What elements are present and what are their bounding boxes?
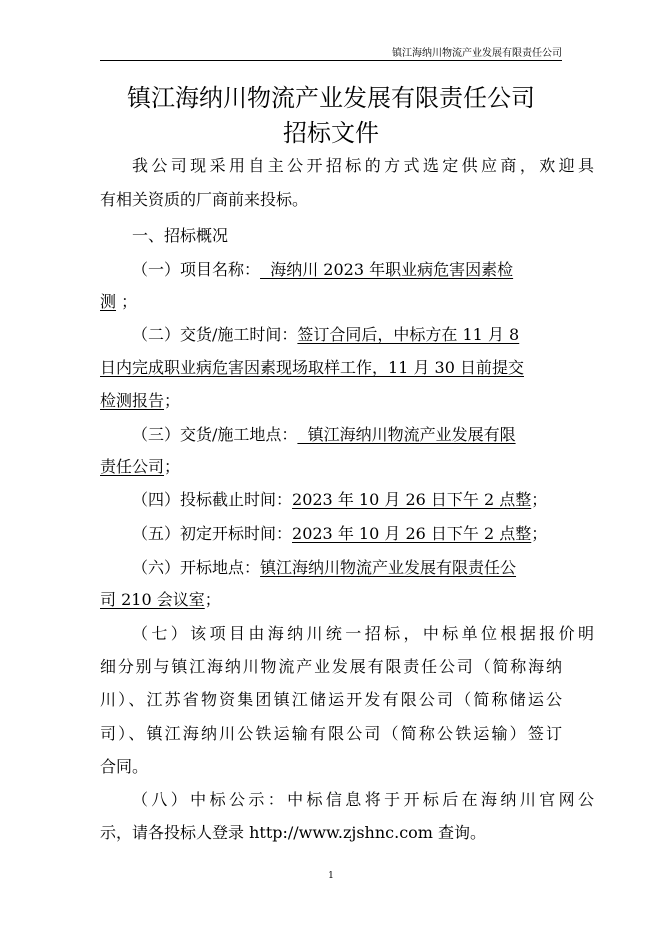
item-8-line-1: （八）中标公示：中标信息将于开标后在海纳川官网公 [132, 790, 594, 809]
delivery-place-value-cont: 责任公司 [100, 457, 165, 476]
item-label: （六）开标地点： [132, 558, 261, 577]
item-project-name-cont: 测 ； [100, 292, 138, 311]
item-7-line-4: 司）、镇江海纳川公铁运输有限公司（简称公铁运输）签订 [100, 724, 562, 743]
item-label: （五）初定开标时间： [132, 524, 293, 543]
item-project-name [100, 259, 594, 281]
project-name-value: 海纳川 2023 年职业病危害因素检 [260, 260, 514, 279]
document-subtitle: 招标文件 [283, 119, 379, 147]
document-title: 镇江海纳川物流产业发展有限责任公司 [127, 84, 535, 112]
delivery-time-value: 签订合同后，中标方在 11 月 8 [297, 325, 520, 344]
item-delivery-place-cont: 责任公司； [100, 457, 181, 476]
item-delivery-time-end: 检测报告； [100, 391, 181, 410]
page-number: 1 [328, 871, 334, 881]
project-name-value-cont: 测 [100, 292, 117, 311]
section-heading: 一、招标概况 [132, 226, 229, 245]
item-delivery-time [100, 324, 594, 346]
item-opening-place [100, 557, 594, 579]
intro-line-2: 有相关资质的厂商前来投标。 [100, 190, 309, 209]
item-opening-place-cont: 司 210 会议室； [100, 590, 221, 609]
item-7-line-2: 细分别与镇江海纳川物流产业发展有限责任公司（简称海纳 [100, 657, 562, 676]
item-label: （一）项目名称： [132, 260, 261, 279]
item-delivery-time-cont [100, 357, 562, 379]
opening-place-value: 镇江海纳川物流产业发展有限责任公 [260, 558, 517, 577]
page-header: 镇江海纳川物流产业发展有限责任公司 [392, 48, 562, 59]
opening-place-value-cont: 司 210 会议室 [100, 590, 205, 609]
opening-time-value: 2023 年 10 月 26 日下午 2 点整 [292, 524, 532, 543]
item-label: （四）投标截止时间： [132, 490, 293, 509]
item-label: （三）交货/施工地点： [132, 425, 298, 444]
item-opening-time: （五）初定开标时间：2023 年 10 月 26 日下午 2 点整； [132, 524, 548, 543]
item-label: （二）交货/施工时间： [132, 325, 298, 344]
item-7-line-3: 川）、江苏省物资集团镇江储运开发有限公司（简称储运公 [100, 690, 562, 709]
header-divider [100, 60, 562, 61]
item-bid-deadline: （四）投标截止时间：2023 年 10 月 26 日下午 2 点整； [132, 490, 548, 509]
delivery-time-value-cont: 日内完成职业病危害因素现场取样工作，11 月 30 日前提交 [100, 358, 524, 377]
item-7-line-5: 合同。 [100, 757, 149, 776]
item-delivery-place [100, 424, 594, 446]
intro-line-1: 我公司现采用自主公开招标的方式选定供应商，欢迎具 [132, 156, 594, 175]
bid-deadline-value: 2023 年 10 月 26 日下午 2 点整 [292, 490, 532, 509]
item-8-line-2: 示，请各投标人登录 http://www.zjshnc.com 查询。 [100, 823, 487, 842]
item-7-line-1: （七）该项目由海纳川统一招标，中标单位根据报价明 [132, 624, 594, 643]
delivery-time-value-end: 检测报告 [100, 391, 165, 410]
delivery-place-value: 镇江海纳川物流产业发展有限 [297, 425, 516, 444]
